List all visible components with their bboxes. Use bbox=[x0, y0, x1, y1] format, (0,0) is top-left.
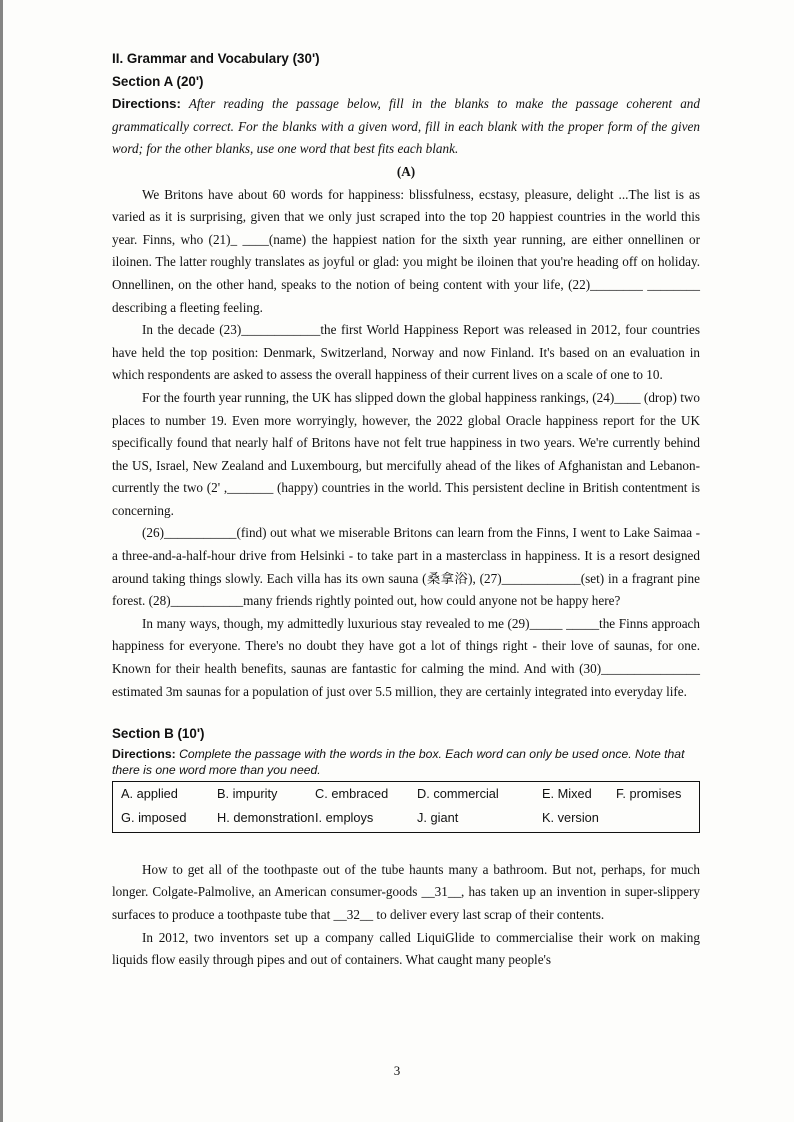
passage-a-paragraph-3: For the fourth year running, the UK has slipped down the global happiness rankings, (24)____ (drop) two places to number 19. Even more worryingly, however, the 2022 global Oracle happiness report for the UK specifically found that nearly half of Britons have not felt true happiness in two years. We're currently behind the US, Israel, New Zealand and Luxembourg, but mercifully ahead of the likes of Afghanistan and Lebanon-currently the two (2' ,_______ (happy) countries in the world. This persistent decline in British contentment is concerning. bbox=[112, 389, 700, 518]
passage-b-paragraph-2: In 2012, two inventors set up a company called LiquiGlide to commercialise their work on making liquids flow easily through pipes and out of containers. What caught many people's bbox=[112, 929, 700, 968]
word-option: J. giant bbox=[417, 809, 459, 825]
directions-text: After reading the passage below, fill in the blanks to make the passage coherent and grammatically correct. For the blanks with a given word, fill in each blank with the proper form of the given word; for the other blanks, use one word that best fits each blank. bbox=[112, 96, 700, 157]
passage-b-paragraph-1: How to get all of the toothpaste out of the tube haunts many a bathroom. But not, perhaps, for much longer. Colgate-Palmolive, an American consumer-goods __31__, has taken up an invention in super-slippery surfaces to produce a toothpaste tube that __32__ to deliver every last scrap of their contents. bbox=[112, 861, 700, 922]
word-option: H. demonstration bbox=[217, 809, 315, 825]
section-a-title: Section A (20') bbox=[112, 73, 204, 89]
word-option: F. promises bbox=[616, 785, 682, 801]
directions-text-b: Complete the passage with the words in the box. Each word can only be used once. Note that there is one word more than you need. bbox=[112, 746, 685, 777]
word-bank-box bbox=[112, 781, 700, 833]
section-a-directions bbox=[112, 93, 700, 161]
passage-a-paragraph-1: We Britons have about 60 words for happiness: blissfulness, ecstasy, pleasure, delight ...The list is as varied as it is surprising, given that we only just scraped into the top 20 happiest countries in the world this year. Finns, who (21)_ ____(name) the happiest nation for the sixth year running, are either onnellinen or iloinen. The latter roughly translates as joyful or glad: you might be iloinen that you're heading off on holiday. Onnellinen, on the other hand, speaks to the notion of being content with your life, (22)________ ________ describing a fleeting feeling. bbox=[112, 186, 700, 315]
passage-a-paragraph-2: In the decade (23)____________the first World Happiness Report was released in 2012, four countries have held the top position: Denmark, Switzerland, Norway and now Finland. It's based on an evaluation in which respondents are asked to assess the overall happiness of their current lives on a scale of one to 10. bbox=[112, 322, 700, 383]
word-option: D. commercial bbox=[417, 785, 499, 801]
directions-label-b: Directions: bbox=[112, 746, 176, 761]
part-title: II. Grammar and Vocabulary (30') bbox=[112, 51, 320, 66]
word-option: A. applied bbox=[121, 785, 178, 801]
passage-a-paragraph-5: In many ways, though, my admittedly luxurious stay revealed to me (29)_____ _____the Finns approach happiness for everyone. There's no doubt they have got a lot of things right - their love of saunas, for one. Known for their health benefits, saunas are fantastic for calming the mind. And with (30)_______________ estimated 3m saunas for a population of just over 5.5 million, they are certainly integrated into everyday life. bbox=[112, 615, 700, 699]
directions-label: Directions: bbox=[112, 96, 181, 112]
word-option: E. Mixed bbox=[542, 785, 592, 801]
word-option: B. impurity bbox=[217, 785, 278, 801]
word-option: K. version bbox=[542, 809, 599, 825]
word-option: G. imposed bbox=[121, 809, 187, 825]
passage-label: (A) bbox=[396, 163, 416, 179]
word-option: C. embraced bbox=[315, 785, 389, 801]
page-content bbox=[112, 48, 700, 972]
word-option: I. employs bbox=[315, 809, 374, 825]
section-b-title: Section B (10') bbox=[112, 726, 205, 742]
passage-a-paragraph-4: (26)___________(find) out what we miserable Britons can learn from the Finns, I went to Lake Saimaa - a three-and-a-half-hour drive from Helsinki - to take part in a masterclass in happiness. It is a resort designed around taking things slowly. Each villa has its own sauna (桑拿浴), (27)____________(set) in a fragrant pine forest. (28)___________many friends rightly pointed out, how could anyone not be happy here? bbox=[112, 525, 700, 609]
page-number: 3 bbox=[393, 1063, 401, 1078]
section-b-directions bbox=[112, 746, 700, 778]
scan-edge bbox=[0, 0, 3, 1122]
